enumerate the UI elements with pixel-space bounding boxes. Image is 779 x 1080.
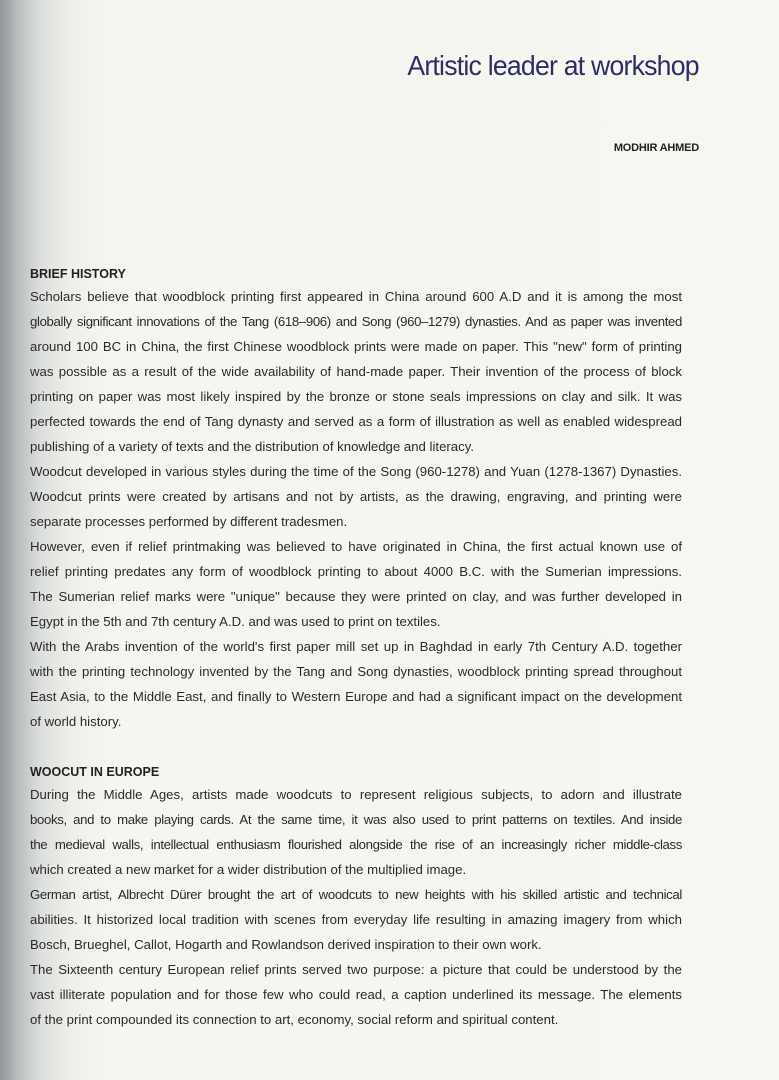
text-line: However, even if relief printmaking was believed to have originated in China, the first actual known use of: [30, 539, 682, 554]
text-line: With the Arabs invention of the world's first paper mill set up in Baghdad in early 7th Century A.D. together: [30, 639, 682, 654]
text-line: separate processes performed by different tradesmen.: [30, 514, 348, 529]
section-heading-woodcut-in-europe: WOOCUT IN EUROPE: [30, 765, 160, 779]
text-line: German artist, Albrecht Dürer brought the art of woodcuts to new heights with his skilled artistic and technical: [30, 887, 682, 902]
text-line: During the Middle Ages, artists made woodcuts to represent religious subjects, to adorn and illustrate: [30, 787, 682, 802]
text-line: with the printing technology invented by the Tang and Song dynasties, woodblock printing spread throughout: [30, 664, 682, 679]
text-line: of world history.: [30, 714, 122, 729]
section-body-brief-history: [30, 284, 682, 734]
text-line: East Asia, to the Middle East, and finally to Western Europe and had a significant impact on the development: [30, 689, 682, 704]
text-line: vast illiterate population and for those few who could read, a caption underlined its message. The elements: [30, 987, 682, 1002]
text-line: the medieval walls, intellectual enthusiasm flourished alongside the rise of an increasingly richer middle-class: [30, 837, 682, 852]
text-line: was possible as a result of the wide availability of hand-made paper. Their invention of the process of block: [30, 364, 682, 379]
text-line: books, and to make playing cards. At the same time, it was also used to print patterns on textiles. And inside: [30, 812, 682, 827]
text-line: around 100 BC in China, the first Chinese woodblock prints were made on paper. This "new" form of printing: [30, 339, 682, 354]
text-line: Egypt in the 5th and 7th century A.D. and was used to print on textiles.: [30, 614, 441, 629]
text-line: globally significant innovations of the Tang (618–906) and Song (960–1279) dynasties. And as paper was invented: [30, 314, 682, 329]
article-body: [30, 264, 682, 1032]
text-line: abilities. It historized local tradition with scenes from everyday life resulting in amazing imagery from which: [30, 912, 682, 927]
text-line: printing on paper was most likely inspired by the bronze or stone seals impressions on clay and silk. It was: [30, 389, 682, 404]
text-line: of the print compounded its connection to art, economy, social reform and spiritual content.: [30, 1012, 559, 1027]
text-line: perfected towards the end of Tang dynasty and served as a form of illustration as well as enabled widespread: [30, 414, 682, 429]
text-line: Scholars believe that woodblock printing first appeared in China around 600 A.D and it is among the most: [30, 289, 682, 304]
text-line: The Sumerian relief marks were "unique" because they were printed on clay, and was further developed in: [30, 589, 682, 604]
text-line: Bosch, Brueghel, Callot, Hogarth and Rowlandson derived inspiration to their own work.: [30, 937, 542, 952]
text-line: Woodcut prints were created by artisans and not by artists, as the drawing, engraving, and printing were: [30, 489, 682, 504]
section-body-woodcut-in-europe: [30, 782, 682, 1032]
text-line: relief printing predates any form of woodblock printing to about 4000 B.C. with the Sumerian impressions.: [30, 564, 682, 579]
article-title: Artistic leader at workshop: [407, 50, 699, 81]
section-heading-brief-history: BRIEF HISTORY: [30, 267, 126, 281]
text-line: The Sixteenth century European relief prints served two purpose: a picture that could be understood by the: [30, 962, 682, 977]
text-line: which created a new market for a wider distribution of the multiplied image.: [30, 862, 467, 877]
text-line: Woodcut developed in various styles during the time of the Song (960-1278) and Yuan (1278-1367) Dynasties.: [30, 464, 682, 479]
text-line: publishing of a variety of texts and the distribution of knowledge and literacy.: [30, 439, 474, 454]
article-author: MODHIR AHMED: [613, 142, 699, 154]
